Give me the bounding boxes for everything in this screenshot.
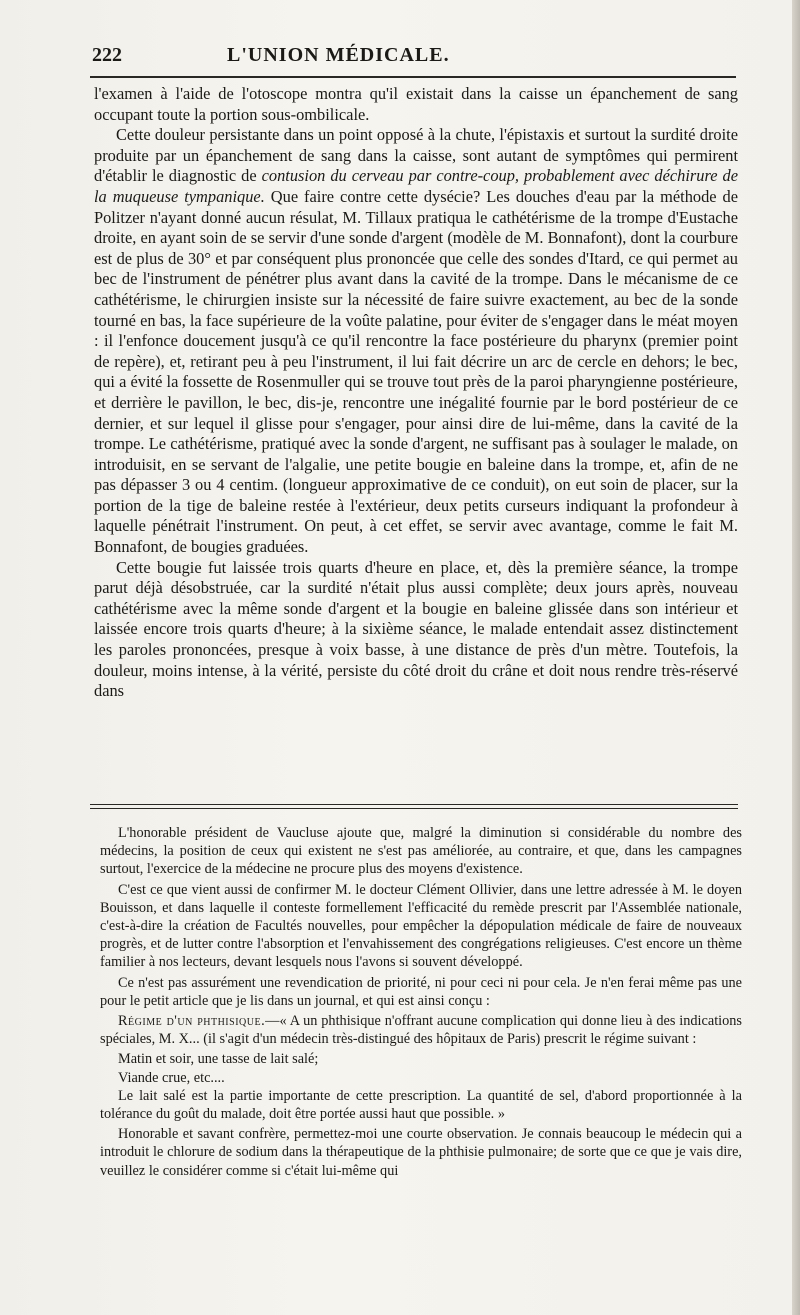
header-rule [90, 76, 736, 78]
page-edge [792, 0, 800, 1315]
paragraph-text: Cette douleur persistante dans un point opposé à la chute, l'épistaxis et surtout la surdité droite produite par un épanchement de sang dans la caisse, sont autant de symptômes qui permirent d'établir le diagnostic de [94, 125, 738, 186]
note-paragraph: L'honorable président de Vaucluse ajoute que, malgré la diminution si considérable du nombre des médecins, la position de ceux qui existent ne s'est pas améliorée, au contraire, et que, dans les campagnes surtout, l'exercice de la médecine ne procure plus des moyens d'existence. [100, 825, 742, 878]
paragraph: Cette bougie fut laissée trois quarts d'heure en place, et, dès la première séance, la trompe parut déjà désobstruée, car la surdité n'était plus aussi complète; deux jours après, nouveau cathétérisme avec la même sonde d'argent et la bougie en baleine glissée dans son intérieur et laissée encore trois quarts d'heure; à la sixième séance, le malade entendait assez distinctement les paroles prononcées, presque à voix basse, à une distance de près d'un mètre. Toutefois, la douleur, moins intense, à la vérité, persiste du côté droit du crâne et doit nous rendre très-réservé dans [94, 557, 738, 701]
footnote-separator [90, 804, 738, 805]
note-paragraph: Honorable et savant confrère, permettez-moi une courte observation. Je connais beaucoup le médecin qui a introduit le chlorure de sodium dans la thérapeutique de la phthisie pulmonaire; de sorte que ce que je vais dire, veuillez le considérer comme si c'était lui-même qui [100, 1126, 742, 1179]
page-number: 222 [92, 44, 122, 66]
page-header [92, 44, 740, 67]
note-paragraph [100, 1012, 742, 1048]
running-title: L'UNION MÉDICALE. [227, 44, 450, 66]
footnote-separator [90, 808, 738, 809]
paragraph-text: Que faire contre cette dysécie? Les douches d'eau par la méthode de Politzer n'ayant donné aucun résulat, M. Tillaux pratiqua le cathétérisme de la trompe d'Eustache droite, en ayant soin de se servir d'une sonde d'argent (modèle de M. Bonnafont), dont la courbure est de plus de 30° et par conséquent plus prononcée que celle des sondes d'Itard, ce qui permet au bec de l'instrument de pénétrer plus avant dans la cavité de la trompe. Dans le mécanisme de ce cathétérisme, le chirurgien insiste sur la nécessité de faire suivre exactement, au bec de la sonde tourné en bas, la face supérieure de la voûte palatine, pour éviter de s'engager dans le méat moyen : il l'enfonce doucement jusqu'à ce qu'il rencontre la face postérieure du pharynx (premier point de repère), et, retirant peu à peu l'instrument, il lui fait décrire un arc de cercle en dehors; le bec, qui a évité la fossette de Rosenmuller qui se trouve tout près de la paroi pharyngienne postérieure, et derrière le pavillon, le bec, dis-je, rencontre une inégalité fournie par le bord postérieur de ce dernier, et sur lequel il glisse pour s'engager, pour ainsi dire de lui-même, dans la cavité de la trompe. Le cathétérisme, pratiqué avec la sonde d'argent, ne suffisant pas à soulager le malade, on introduisit, en se servant de l'algalie, une petite bougie en baleine dans la trompe, et, afin de ne pas dépasser 3 ou 4 centim. (longueur approximative de ce conduit), on eut soin de placer, sur la portion de la tige de baleine restée à l'extérieur, deux petits curseurs indiquant la profondeur à laquelle pénétrait l'instrument. On peut, à cet effet, se servir avec avantage, comme le fait M. Bonnafont, de bougies graduées. [94, 186, 739, 557]
note-paragraph: Le lait salé est la partie importante de cette prescription. La quantité de sel, d'abord proportionnée à la tolérance du goût du malade, doit être portée aussi haut que possible. » [100, 1087, 742, 1123]
paragraph [94, 125, 738, 557]
diagnosis-italic: contusion du cerveau par contre-coup, probablement avec déchirure de la muqueuse tympanique. [94, 166, 738, 206]
note-heading: Régime d'un phthisique. [118, 1013, 266, 1030]
note-paragraph: C'est ce que vient aussi de confirmer M. le docteur Clément Ollivier, dans une lettre adressée à M. le doyen Bouisson, et dans laquelle il conteste formellement l'efficacité du remède prescrit par l'Assemblée nationale, c'est-à-dire la création de Facultés nouvelles, pour empêcher la dépopulation médicale de faire de nouveaux progrès, et de lutter contre l'absorption et l'envahissement des congrégations religieuses. C'est encore un thème familier à nos lecteurs, devant lesquels nous l'avons si souvent développé. [100, 881, 742, 971]
note-text: —« A un phthisique n'offrant aucune complication qui donne lieu à des indications spéciales, M. X... (il s'agit d'un médecin très-distingué des hôpitaux de Paris) prescrit le régime suivant : [100, 1013, 742, 1048]
note-paragraph: Ce n'est pas assurément une revendication de priorité, ni pour ceci ni pour cela. Je n'en ferai même pas une pour le petit article que je lis dans un journal, et qui est ainsi conçu : [100, 974, 742, 1009]
main-text [94, 84, 738, 702]
note-line: Matin et soir, une tasse de lait salé; [118, 1051, 319, 1068]
paragraph: l'examen à l'aide de l'otoscope montra qu'il existait dans la caisse un épanchement de sang occupant toute la portion sous-ombilicale. [94, 84, 738, 124]
feuilleton-text [100, 824, 742, 1182]
note-line: Viande crue, etc.... [118, 1069, 225, 1086]
